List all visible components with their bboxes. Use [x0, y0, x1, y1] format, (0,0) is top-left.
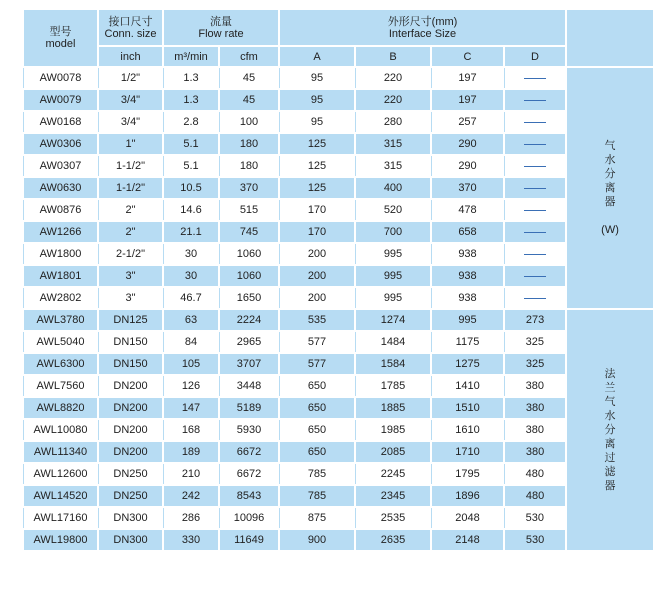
flow-cfm-cell: 6672 [219, 463, 279, 485]
model-cell: AW1266 [23, 221, 98, 243]
dim-d-cell: 325 [504, 353, 566, 375]
dim-d-cell: 380 [504, 375, 566, 397]
spec-table [22, 8, 655, 552]
dim-b-cell: 995 [355, 287, 431, 309]
dim-b-cell: 1785 [355, 375, 431, 397]
dim-b-cell: 315 [355, 155, 431, 177]
dim-c-cell: 197 [431, 67, 504, 89]
dim-a-cell: 535 [279, 309, 355, 331]
flow-cfm-cell: 745 [219, 221, 279, 243]
dim-a-cell: 170 [279, 221, 355, 243]
model-cell: AW1801 [23, 265, 98, 287]
table-row [23, 133, 654, 155]
header-unit-cfm: cfm [219, 46, 279, 67]
dim-b-cell: 315 [355, 133, 431, 155]
dim-c-cell: 2148 [431, 529, 504, 551]
flow-cfm-cell: 45 [219, 89, 279, 111]
flow-m3-cell: 330 [163, 529, 219, 551]
flow-cfm-cell: 1650 [219, 287, 279, 309]
dim-a-cell: 95 [279, 111, 355, 133]
dim-c-cell: 995 [431, 309, 504, 331]
model-cell: AWL5040 [23, 331, 98, 353]
dim-a-cell: 785 [279, 485, 355, 507]
model-cell: AWL3780 [23, 309, 98, 331]
model-cell: AWL19800 [23, 529, 98, 551]
table-row [23, 111, 654, 133]
group-label-text: 法兰气水分离过滤器 [604, 368, 616, 492]
dash-line-icon [524, 122, 546, 123]
model-cell: AW0079 [23, 89, 98, 111]
flow-m3-cell: 147 [163, 397, 219, 419]
flow-m3-cell: 46.7 [163, 287, 219, 309]
dim-b-cell: 1885 [355, 397, 431, 419]
flow-m3-cell: 21.1 [163, 221, 219, 243]
dim-a-cell: 95 [279, 89, 355, 111]
model-cell: AW0876 [23, 199, 98, 221]
dim-a-cell: 95 [279, 67, 355, 89]
dim-a-cell: 577 [279, 353, 355, 375]
flow-m3-cell: 30 [163, 265, 219, 287]
flow-cfm-cell: 180 [219, 155, 279, 177]
dim-a-cell: 650 [279, 375, 355, 397]
conn-size-cell: DN200 [98, 397, 163, 419]
header-unit-inch: inch [98, 46, 163, 67]
table-row [23, 375, 654, 397]
flow-cfm-cell: 370 [219, 177, 279, 199]
dim-d-cell [504, 287, 566, 309]
conn-size-cell: DN300 [98, 507, 163, 529]
dim-d-cell [504, 177, 566, 199]
group-code-text: (W) [601, 224, 619, 236]
conn-size-cell: DN125 [98, 309, 163, 331]
model-cell: AW0630 [23, 177, 98, 199]
header-col-d: D [504, 46, 566, 67]
dim-d-cell: 530 [504, 529, 566, 551]
dim-d-cell [504, 111, 566, 133]
flow-m3-cell: 63 [163, 309, 219, 331]
flow-cfm-cell: 6672 [219, 441, 279, 463]
dim-b-cell: 220 [355, 89, 431, 111]
dim-b-cell: 220 [355, 67, 431, 89]
dim-c-cell: 197 [431, 89, 504, 111]
header-model: 型号 model [23, 9, 98, 67]
dim-d-cell: 380 [504, 397, 566, 419]
dash-line-icon [524, 78, 546, 79]
flow-cfm-cell: 10096 [219, 507, 279, 529]
flow-m3-cell: 105 [163, 353, 219, 375]
flow-m3-cell: 1.3 [163, 89, 219, 111]
flow-cfm-cell: 515 [219, 199, 279, 221]
table-row [23, 155, 654, 177]
dim-d-cell: 480 [504, 485, 566, 507]
conn-size-cell: 3/4" [98, 89, 163, 111]
header-row-1 [23, 9, 654, 46]
dim-d-cell: 325 [504, 331, 566, 353]
flow-m3-cell: 2.8 [163, 111, 219, 133]
dim-d-cell: 380 [504, 441, 566, 463]
flow-m3-cell: 30 [163, 243, 219, 265]
table-row [23, 199, 654, 221]
conn-size-cell: DN300 [98, 529, 163, 551]
dim-b-cell: 2245 [355, 463, 431, 485]
table-row [23, 287, 654, 309]
header-conn-size: 接口尺寸 Conn. size [98, 9, 163, 46]
flow-m3-cell: 84 [163, 331, 219, 353]
dim-d-cell [504, 199, 566, 221]
model-cell: AWL11340 [23, 441, 98, 463]
conn-size-cell: 1-1/2" [98, 155, 163, 177]
dim-d-cell [504, 221, 566, 243]
dim-d-cell: 480 [504, 463, 566, 485]
dim-a-cell: 785 [279, 463, 355, 485]
flow-m3-cell: 210 [163, 463, 219, 485]
table-row [23, 331, 654, 353]
dim-a-cell: 125 [279, 177, 355, 199]
table-row [23, 177, 654, 199]
spec-table-body [23, 67, 654, 551]
dim-a-cell: 200 [279, 243, 355, 265]
dim-c-cell: 938 [431, 287, 504, 309]
header-unit-m3: m³/min [163, 46, 219, 67]
table-row [23, 67, 654, 89]
table-row [23, 397, 654, 419]
dim-b-cell: 520 [355, 199, 431, 221]
model-cell: AW0078 [23, 67, 98, 89]
dim-d-cell [504, 155, 566, 177]
dim-b-cell: 1484 [355, 331, 431, 353]
model-cell: AWL10080 [23, 419, 98, 441]
flow-cfm-cell: 5189 [219, 397, 279, 419]
dim-d-cell [504, 265, 566, 287]
dim-d-cell [504, 89, 566, 111]
dim-b-cell: 1274 [355, 309, 431, 331]
dim-c-cell: 1410 [431, 375, 504, 397]
spec-table-container [22, 8, 655, 552]
header-interface-size: 外形尺寸(mm) Interface Size [279, 9, 566, 46]
conn-size-cell: DN200 [98, 441, 163, 463]
conn-size-cell: 3" [98, 265, 163, 287]
model-cell: AW0168 [23, 111, 98, 133]
flow-m3-cell: 10.5 [163, 177, 219, 199]
group-label-text: 气水分离器 [604, 140, 616, 208]
table-row [23, 309, 654, 331]
conn-size-cell: 1" [98, 133, 163, 155]
conn-size-cell: DN250 [98, 485, 163, 507]
table-row [23, 529, 654, 551]
dim-c-cell: 938 [431, 265, 504, 287]
dim-a-cell: 650 [279, 419, 355, 441]
flow-cfm-cell: 8543 [219, 485, 279, 507]
table-row [23, 485, 654, 507]
group-label-flange-separator [566, 309, 654, 551]
flow-cfm-cell: 1060 [219, 265, 279, 287]
dim-a-cell: 125 [279, 133, 355, 155]
model-cell: AWL7560 [23, 375, 98, 397]
flow-m3-cell: 1.3 [163, 67, 219, 89]
dash-line-icon [524, 188, 546, 189]
dim-a-cell: 200 [279, 287, 355, 309]
dash-line-icon [524, 232, 546, 233]
model-cell: AWL12600 [23, 463, 98, 485]
model-cell: AWL14520 [23, 485, 98, 507]
conn-size-cell: DN150 [98, 331, 163, 353]
flow-cfm-cell: 180 [219, 133, 279, 155]
dim-c-cell: 938 [431, 243, 504, 265]
dim-a-cell: 200 [279, 265, 355, 287]
conn-size-cell: 1/2" [98, 67, 163, 89]
table-row [23, 463, 654, 485]
flow-m3-cell: 5.1 [163, 133, 219, 155]
dim-a-cell: 650 [279, 441, 355, 463]
dim-d-cell [504, 133, 566, 155]
conn-size-cell: 2" [98, 199, 163, 221]
flow-m3-cell: 168 [163, 419, 219, 441]
model-cell: AWL8820 [23, 397, 98, 419]
dim-b-cell: 2085 [355, 441, 431, 463]
flow-cfm-cell: 100 [219, 111, 279, 133]
dim-b-cell: 400 [355, 177, 431, 199]
dim-b-cell: 1985 [355, 419, 431, 441]
header-row-2 [23, 46, 654, 67]
flow-m3-cell: 242 [163, 485, 219, 507]
flow-m3-cell: 126 [163, 375, 219, 397]
dim-c-cell: 257 [431, 111, 504, 133]
flow-cfm-cell: 3448 [219, 375, 279, 397]
group-label-water-separator [566, 67, 654, 309]
conn-size-cell: 3" [98, 287, 163, 309]
header-group-blank [566, 9, 654, 67]
conn-size-cell: DN250 [98, 463, 163, 485]
flow-cfm-cell: 5930 [219, 419, 279, 441]
dim-c-cell: 1795 [431, 463, 504, 485]
dim-b-cell: 1584 [355, 353, 431, 375]
conn-size-cell: DN200 [98, 375, 163, 397]
dash-line-icon [524, 166, 546, 167]
conn-size-cell: 2" [98, 221, 163, 243]
dim-c-cell: 478 [431, 199, 504, 221]
table-row [23, 441, 654, 463]
dim-b-cell: 2635 [355, 529, 431, 551]
table-row [23, 89, 654, 111]
dim-a-cell: 577 [279, 331, 355, 353]
dim-a-cell: 650 [279, 397, 355, 419]
flow-m3-cell: 286 [163, 507, 219, 529]
model-cell: AW2802 [23, 287, 98, 309]
dash-line-icon [524, 144, 546, 145]
model-cell: AW0307 [23, 155, 98, 177]
dash-line-icon [524, 254, 546, 255]
flow-cfm-cell: 1060 [219, 243, 279, 265]
dim-d-cell: 273 [504, 309, 566, 331]
dim-c-cell: 658 [431, 221, 504, 243]
header-col-a: A [279, 46, 355, 67]
dim-c-cell: 290 [431, 155, 504, 177]
dash-line-icon [524, 100, 546, 101]
dim-a-cell: 170 [279, 199, 355, 221]
header-flow-rate: 流量 Flow rate [163, 9, 279, 46]
flow-cfm-cell: 3707 [219, 353, 279, 375]
dim-c-cell: 2048 [431, 507, 504, 529]
conn-size-cell: 1-1/2" [98, 177, 163, 199]
table-row [23, 221, 654, 243]
dim-d-cell [504, 67, 566, 89]
dim-a-cell: 125 [279, 155, 355, 177]
dim-c-cell: 1896 [431, 485, 504, 507]
dim-c-cell: 370 [431, 177, 504, 199]
table-row [23, 507, 654, 529]
conn-size-cell: 3/4" [98, 111, 163, 133]
header-col-b: B [355, 46, 431, 67]
model-cell: AW0306 [23, 133, 98, 155]
flow-cfm-cell: 11649 [219, 529, 279, 551]
flow-m3-cell: 14.6 [163, 199, 219, 221]
model-cell: AWL17160 [23, 507, 98, 529]
conn-size-cell: DN150 [98, 353, 163, 375]
dim-c-cell: 1175 [431, 331, 504, 353]
dim-b-cell: 2345 [355, 485, 431, 507]
dim-c-cell: 1275 [431, 353, 504, 375]
dim-d-cell: 530 [504, 507, 566, 529]
dim-b-cell: 280 [355, 111, 431, 133]
flow-m3-cell: 189 [163, 441, 219, 463]
flow-cfm-cell: 45 [219, 67, 279, 89]
header-col-c: C [431, 46, 504, 67]
dim-d-cell [504, 243, 566, 265]
model-cell: AWL6300 [23, 353, 98, 375]
table-row [23, 265, 654, 287]
dim-d-cell: 380 [504, 419, 566, 441]
dash-line-icon [524, 276, 546, 277]
table-row [23, 353, 654, 375]
dash-line-icon [524, 298, 546, 299]
dash-line-icon [524, 210, 546, 211]
model-cell: AW1800 [23, 243, 98, 265]
dim-c-cell: 1510 [431, 397, 504, 419]
dim-c-cell: 1610 [431, 419, 504, 441]
conn-size-cell: 2-1/2" [98, 243, 163, 265]
flow-cfm-cell: 2965 [219, 331, 279, 353]
dim-b-cell: 995 [355, 265, 431, 287]
table-row [23, 419, 654, 441]
dim-a-cell: 875 [279, 507, 355, 529]
dim-c-cell: 1710 [431, 441, 504, 463]
conn-size-cell: DN200 [98, 419, 163, 441]
dim-b-cell: 995 [355, 243, 431, 265]
table-row [23, 243, 654, 265]
dim-b-cell: 2535 [355, 507, 431, 529]
dim-a-cell: 900 [279, 529, 355, 551]
flow-m3-cell: 5.1 [163, 155, 219, 177]
flow-cfm-cell: 2224 [219, 309, 279, 331]
dim-c-cell: 290 [431, 133, 504, 155]
dim-b-cell: 700 [355, 221, 431, 243]
